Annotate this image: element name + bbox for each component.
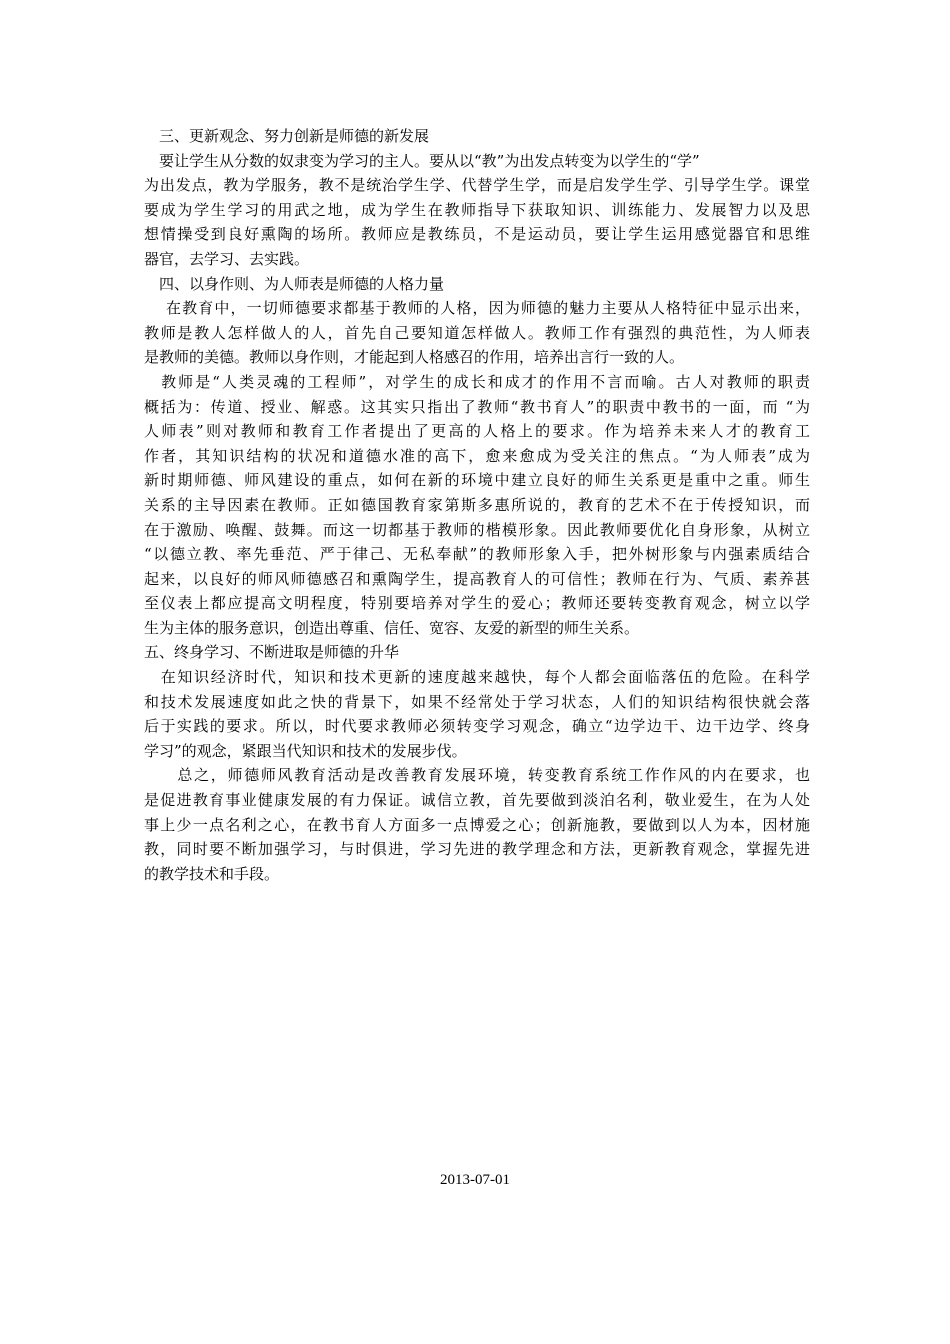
text-line: 关系的主导因素在教师。正如德国教育家第斯多惠所说的，教育的艺术不在于传授知识，而: [144, 495, 810, 514]
text-line: 和技术发展速度如此之快的背景下，如果不经常处于学习状态，人们的知识结构很快就会落: [144, 692, 810, 711]
text-line: 要让学生从分数的奴隶变为学习的主人。要从以“教”为出发点转变为以学生的“学”: [144, 151, 700, 170]
document-body: [144, 124, 810, 886]
text-line: 是促进教育事业健康发展的有力保证。诚信立教，首先要做到淡泊名利，敬业爱生，在为人处: [144, 791, 810, 810]
text-line: 要成为学生学习的用武之地，成为学生在教师指导下获取知识、训练能力、发展智力以及思: [144, 200, 810, 219]
text-line: 为出发点，教为学服务，教不是统治学生学、代替学生学，而是启发学生学、引导学生学。课堂: [144, 176, 810, 195]
text-line: 教师是“人类灵魂的工程师”，对学生的成长和成才的作用不言而喻。古人对教师的职责: [144, 372, 810, 391]
text-line: 四、以身作则、为人师表是师德的人格力量: [144, 274, 445, 293]
text-line: 总之，师德师风教育活动是改善教育发展环境，转变教育系统工作作风的内在要求，也: [144, 766, 810, 785]
text-line: 起来，以良好的师风师德感召和熏陶学生，提高教育人的可信性；教师在行为、气质、素养甚: [144, 569, 810, 588]
text-line: 三、更新观念、努力创新是师德的新发展: [144, 127, 430, 145]
text-line: 教，同时要不断加强学习，与时俱进，学习先进的教学理念和方法，更新教育观念，掌握先进: [144, 840, 810, 859]
text-line: 至仪表上都应提高文明程度，特别要培养对学生的爱心；教师还要转变教育观念，树立以学: [144, 594, 810, 613]
footer-date: 2013-07-01: [440, 1172, 510, 1188]
text-line: 在教育中，一切师德要求都基于教师的人格，因为师德的魅力主要从人格特征中显示出来，: [144, 299, 810, 318]
text-line: 人师表”则对教师和教育工作者提出了更高的人格上的要求。作为培养未来人才的教育工: [144, 422, 810, 441]
text-line: 教师是教人怎样做人的人，首先自己要知道怎样做人。教师工作有强烈的典范性，为人师表: [144, 323, 810, 342]
text-line: 学习”的观念，紧跟当代知识和技术的发展步伐。: [144, 741, 467, 760]
text-line: 事上少一点名利之心，在教书育人方面多一点博爱之心；创新施教，要做到以人为本，因材施: [144, 815, 810, 834]
text-line: 想情操受到良好熏陶的场所。教师应是教练员，不是运动员，要让学生运用感觉器官和思维: [144, 225, 810, 244]
text-line: 作者，其知识结构的状况和道德水准的高下，愈来愈成为受关注的焦点。“为人师表”成为: [144, 446, 810, 465]
text-line: 后于实践的要求。所以，时代要求教师必须转变学习观念，确立“边学边干、边干边学、终身: [144, 717, 810, 736]
text-line: 是教师的美德。教师以身作则，才能起到人格感召的作用，培养出言行一致的人。: [144, 348, 685, 367]
text-line: 在于激励、唤醒、鼓舞。而这一切都基于教师的楷模形象。因此教师要优化自身形象，从树立: [144, 520, 810, 539]
text-line: 概括为：传道、授业、解惑。这其实只指出了教师“教书育人”的职责中教书的一面，而 “为: [144, 397, 810, 416]
text-line: 五、终身学习、不断进取是师德的升华: [144, 643, 400, 662]
text-line: 新时期师德、师风建设的重点，如何在新的环境中建立良好的师生关系更是重中之重。师生: [144, 471, 810, 490]
text-line: 在知识经济时代，知识和技术更新的速度越来越快，每个人都会面临落伍的危险。在科学: [144, 668, 810, 687]
text-line: 器官，去学习、去实践。: [144, 249, 310, 268]
text-line: “以德立教、率先垂范、严于律己、无私奉献”的教师形象入手，把外树形象与内强素质结合: [144, 545, 810, 564]
text-line: 的教学技术和手段。: [144, 864, 280, 883]
text-line: 生为主体的服务意识，创造出尊重、信任、宽容、友爱的新型的师生关系。: [144, 618, 640, 637]
